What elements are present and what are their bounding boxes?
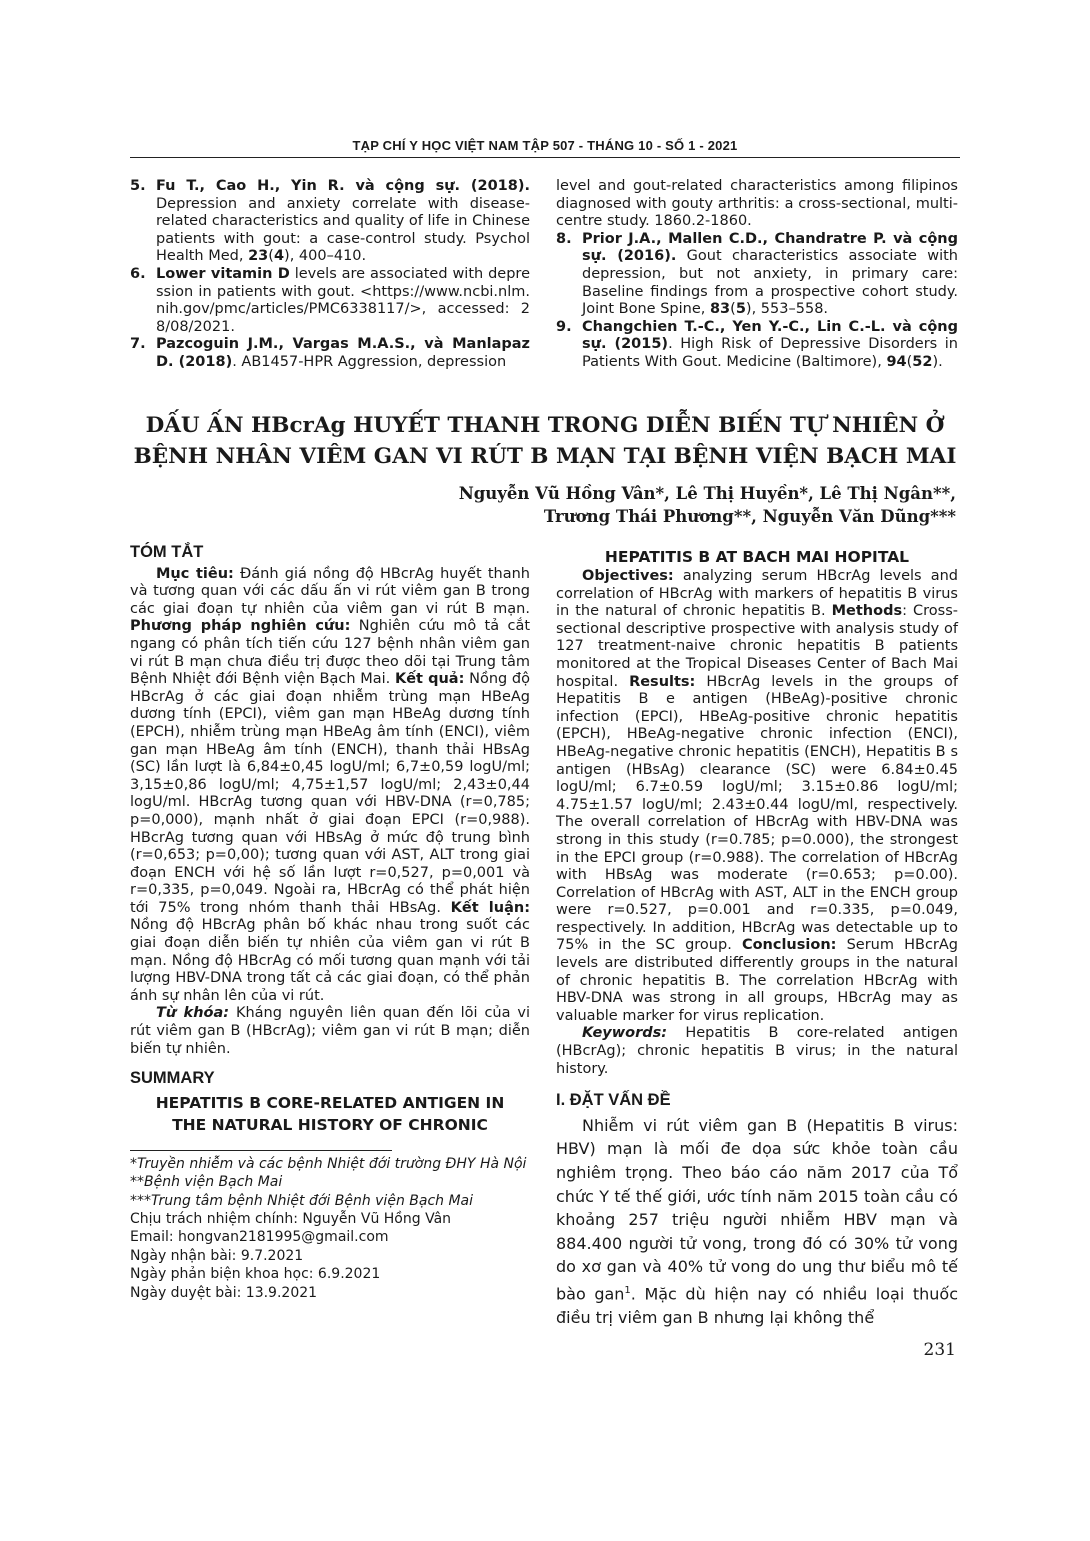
abstract-en bbox=[556, 568, 958, 1025]
article-title-line: DẤU ẤN HBcrAg HUYẾT THANH TRONG DIỄN BIẾN TỰ NHIÊN Ở bbox=[145, 413, 945, 438]
label-ket-luan: Kết luận: bbox=[450, 899, 530, 916]
reference-issue: 4 bbox=[273, 248, 285, 265]
reference-number: 6. bbox=[130, 265, 146, 282]
reference-text: Depression and anxiety correlate with disease-related characteristics and quality of life in Chinese patients with gout: a case-control study. Psychol Health Med, bbox=[156, 195, 530, 265]
article-title-line: BỆNH NHÂN VIÊM GAN VI RÚT B MẠN TẠI BỆNH VIỆN BẠCH MAI bbox=[133, 444, 957, 469]
text-ket-luan: Nồng độ HBcrAg phân bố khác nhau trong suốt các giai đoạn diễn biến tự nhiên của viêm gan vi rút B mạn. Nồng độ HBcrAg có mối tương quan mạnh với tải lượng HBV-DNA trong tất cả các giai đoạn, có thể phản ánh sự nhân lên của vi rút. bbox=[130, 917, 530, 1004]
affiliation-3: ***Trung tâm bệnh Nhiệt đới Bệnh viện Bạch Mai bbox=[130, 1192, 474, 1209]
text-objectives: analyzing serum HBcrAg levels and correlation of HBcrAg with markers of hepatitis B virus in the natural of chronic hepatitis B. bbox=[556, 568, 958, 620]
author-line: Nguyễn Vũ Hồng Vân*, Lê Thị Huyền*, Lê Thị Ngân**, bbox=[458, 484, 956, 503]
label-methods: Methods bbox=[831, 603, 903, 620]
reference-number: 7. bbox=[130, 336, 146, 353]
text-muc-tieu: Đánh giá nồng độ HBcrAg huyết thanh và tương quan với các dấu ấn vi rút viêm gan B trong các giai đoạn tự nhiên của viêm gan vi rút B mạn. bbox=[130, 565, 530, 617]
reference-item: 5. Fu T., Cao H., Yin R. và cộng sự. (2018). Depression and anxiety correlate with disease-related characteristics and quality of life in Chinese patients with gout: a case-control study. Psychol Health Med, 23(4), 400–410. bbox=[130, 178, 530, 265]
left-body-column bbox=[130, 544, 530, 1302]
label-objectives: Objectives: bbox=[582, 568, 674, 584]
label-muc-tieu: Mục tiêu: bbox=[156, 565, 234, 582]
reference-authors: Lower vitamin D bbox=[156, 265, 290, 282]
reference-authors: Prior J.A., Mallen C.D., Chandratre P. và cộng sự. (2016). bbox=[582, 230, 958, 265]
footnotes bbox=[130, 1155, 530, 1302]
label-tu-khoa: Từ khóa: bbox=[156, 1005, 230, 1022]
keywords-vi bbox=[130, 1005, 530, 1058]
label-results: Results: bbox=[629, 673, 696, 690]
reference-volume: 94 bbox=[886, 353, 907, 370]
date-received: Ngày nhận bài: 9.7.2021 bbox=[130, 1247, 304, 1264]
text-keywords: Hepatitis B core-related antigen (HBcrAg); chronic hepatitis B virus; in the natural history. bbox=[556, 1025, 958, 1077]
label-phuong-phap: Phương pháp nghiên cứu: bbox=[130, 618, 351, 635]
reference-number: 8. bbox=[556, 230, 572, 247]
text-results: HBcrAg levels in the groups of Hepatitis B e antigen (HBeAg)-positive chronic infection (EPCI), HBeAg-positive chronic hepatitis (EPCH), HBeAg-negative chronic infection (ENCI), HBeAg-negative chronic hepatitis (ENCH), Hepatitis B s antigen (HBsAg) clearance (SC) were 6.84±0.45 logU/ml; 6.7±0.59 logU/ml; 3.15±0.86 logU/ml; 4.75±1.57 logU/ml; 2.43±0.44 logU/ml, respectively. The overall correlation of HBcrAg with HBV-DNA was strong in this study (r=0.785; p=0.000), the strongest in the EPCI group (r=0.988). The correlation of HBcrAg with HBsAg was moderate (r=0.653; p=0.00). Correlation of HBcrAg with AST, ALT in the ENCH group were r=0.527, p=0.001 and r=0.335, p=0.049, respectively. In addition, HBcrAg was detectable up to 75% in the SC group. bbox=[556, 673, 958, 954]
reference-authors: Changchien T.-C., Yen Y.-C., Lin C.-L. và cộng sự. (2015) bbox=[582, 318, 958, 353]
reference-item bbox=[130, 266, 530, 336]
text-tu-khoa: Kháng nguyên liên quan đến lõi của vi rút viêm gan B (HBcrAg); viêm gan vi rút B mạn; diễn biến tự nhiên. bbox=[130, 1005, 530, 1057]
email: Email: hongvan2181995@gmail.com bbox=[130, 1229, 389, 1246]
label-conclusion: Conclusion: bbox=[741, 937, 837, 954]
affiliation-1: *Truyền nhiễm và các bệnh Nhiệt đới trường ĐHY Hà Nội bbox=[130, 1155, 527, 1172]
label-ket-qua: Kết quả: bbox=[394, 671, 465, 688]
reference-pages: . bbox=[938, 353, 943, 370]
summary-title-line: THE NATURAL HISTORY OF CHRONIC bbox=[172, 1115, 488, 1134]
reference-item: 9. Changchien T.-C., Yen Y.-C., Lin C.-L. và cộng sự. (2015). High Risk of Depressive Disorders in Patients With Gout. Medicine (Baltimore), 94(52). bbox=[556, 318, 958, 370]
reference-authors: Pazcoguin J.M., Vargas M.A.S., và Manlapaz D. (2018) bbox=[156, 336, 530, 370]
intro-text: Nhiễm vi rút viêm gan B (Hepatitis B virus: HBV) mạn là mối đe dọa sức khỏe toàn cầu nghiêm trọng. Theo báo cáo năm 2017 của Tổ chức Y tế thế giới, ước tính năm 2015 toàn cầu có khoảng 257 triệu người nhiễm HBV mạn và 884.400 người tử vong, trong đó có 30% tử vong do xơ gan và 40% tử vong do ung thư biểu mô tế bào gan bbox=[556, 1115, 958, 1304]
text-phuong-phap: Nghiên cứu mô tả cắt ngang có phân tích tiến cứu 127 bệnh nhân viêm gan vi rút B mạn chưa điều trị được theo dõi tại Trung tâm Bệnh Nhiệt đới Bệnh viện Bạch Mai. bbox=[130, 618, 531, 688]
reference-text: . AB1457-HPR Aggression, depression bbox=[232, 353, 507, 370]
abstract-heading: TÓM TẮT bbox=[130, 543, 204, 561]
reference-number: 9. bbox=[556, 318, 572, 335]
intro-text-cont: . Mặc dù hiện nay có nhiều loại thuốc điều trị viêm gan B nhưng lại không thể bbox=[556, 1284, 958, 1327]
affiliation-2: **Bệnh viện Bạch Mai bbox=[130, 1174, 283, 1191]
date-accepted: Ngày duyệt bài: 13.9.2021 bbox=[130, 1284, 318, 1301]
reference-pages: , 553–558. bbox=[751, 301, 829, 318]
reference-text: Gout characteristics associate with depression, but not anxiety, in primary care: Baseline findings from a prospective cohort study. Joint Bone Spine, bbox=[582, 248, 958, 318]
keywords-en bbox=[556, 1025, 958, 1078]
intro-heading: I. ĐẶT VẤN ĐỀ bbox=[556, 1091, 671, 1110]
reference-pages: , 400–410. bbox=[289, 248, 367, 265]
summary-title-line: HEPATITIS B AT BACH MAI HOPITAL bbox=[604, 548, 910, 566]
corresponding-author: Chịu trách nhiệm chính: Nguyễn Vũ Hồng Vân bbox=[130, 1211, 452, 1228]
reference-volume: 23 bbox=[248, 248, 269, 265]
label-keywords: Keywords: bbox=[582, 1025, 668, 1042]
date-reviewed: Ngày phản biện khoa học: 6.9.2021 bbox=[130, 1266, 381, 1283]
references-left bbox=[130, 178, 530, 372]
text-ket-qua: Nồng độ HBcrAg ở các giai đoạn nhiễm trùng mạn HBeAg dương tính (EPCI), viêm gan mạn HBeAg dương tính (EPCH), nhiễm trùng mạn HBeAg âm tính (ENCI), viêm gan mạn HBeAg âm tính (ENCH), thanh thải HBsAg (SC) lần lượt là 6,84±0,45 logU/ml; 6,7±0,59 logU/ml; 3,15±0,86 logU/ml; 4,75±1,57 logU/ml; 2,43±0,44 logU/ml. HBcrAg tương quan với HBV-DNA (r=0,785; p=0,000), mạnh nhất ở giai đoạn EPCI (r=0,988). HBcrAg tương quan với HBsAg ở mức độ trung bình (r=0,653; p=0,00); tương quan với AST, ALT trong giai đoạn ENCH với hệ số lần lượt r=0,527, p=0,001 và r=0,335, p=0,049. Ngoài ra, HBcrAg có thể phát hiện tới 75% trong nhóm thanh thải HBsAg. bbox=[130, 671, 530, 916]
journal-header: TẠP CHÍ Y HỌC VIỆT NAM TẬP 507 - THÁNG 10 - SỐ 1 - 2021 bbox=[130, 138, 960, 158]
text-methods: : Cross-sectional descriptive prospective with analysis study of 127 treatment-naive chronic hepatitis B patients monitored at the Tropical Diseases Center of Bach Mai hospital. bbox=[556, 603, 958, 690]
reference-volume: 83 bbox=[709, 301, 731, 318]
footnote-divider bbox=[130, 1150, 392, 1151]
reference-authors: Fu T., Cao H., Yin R. và cộng sự. (2018). bbox=[156, 178, 530, 194]
reference-text: . High Risk of Depressive Disorders in Patients With Gout. Medicine (Baltimore), bbox=[582, 336, 958, 370]
citation-superscript: 1 bbox=[624, 1284, 631, 1296]
references-right bbox=[556, 178, 958, 372]
abstract-vi bbox=[130, 566, 530, 1006]
author-list bbox=[130, 482, 956, 528]
article-title bbox=[130, 410, 960, 472]
reference-item bbox=[130, 336, 530, 371]
reference-continuation: level and gout-related characteristics among filipinos diagnosed with gouty arthritis: a cross-sectional, multi-centre study. 1860.2-1860. bbox=[556, 178, 958, 230]
text-conclusion: Serum HBcrAg levels are distributed differently groups in the natural of chronic hepatitis B. The correlation HBcrAg with HBV-DNA was strong in all groups, HBcrAg may as valuable marker for virus replication. bbox=[556, 937, 959, 1024]
reference-issue: 52 bbox=[912, 353, 933, 370]
reference-text: levels are associated with depression in patients with gout. <https://www.ncbi.nlm.nih.gov/pmc/articles/PMC6338117/>, accessed: 28/08/2021. bbox=[156, 265, 530, 335]
summary-heading: SUMMARY bbox=[130, 1069, 215, 1088]
author-line: Trương Thái Phương**, Nguyễn Văn Dũng*** bbox=[543, 507, 956, 526]
page-number: 231 bbox=[923, 1340, 956, 1360]
reference-issue: 5 bbox=[735, 301, 746, 318]
reference-number: 5. bbox=[130, 178, 146, 194]
right-body-column bbox=[556, 546, 958, 1329]
reference-item: 8. Prior J.A., Mallen C.D., Chandratre P. và cộng sự. (2016). Gout characteristics associate with depression, but not anxiety, in primary care: Baseline findings from a prospective cohort study. Joint Bone Spine, 83(5), 553–558. bbox=[556, 230, 958, 318]
intro-paragraph bbox=[556, 1114, 958, 1330]
summary-title-line: HEPATITIS B CORE-RELATED ANTIGEN IN bbox=[155, 1093, 505, 1112]
